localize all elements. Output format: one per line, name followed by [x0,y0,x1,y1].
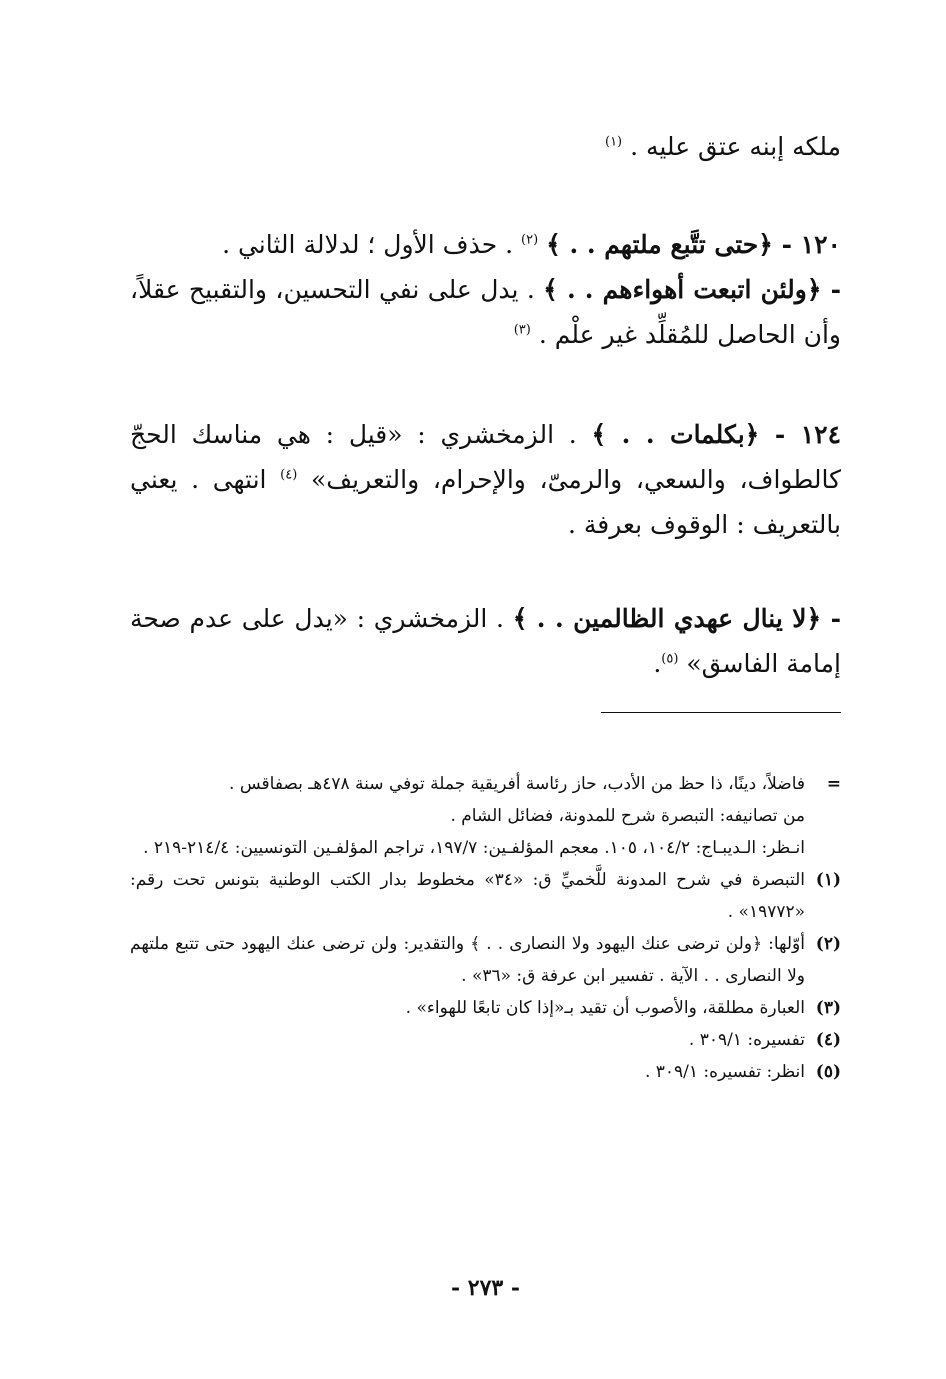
footnote-line: التبصرة في شرح المدونة للَّخميِّ ق: «٣٤» مخطوط بدار الكتب الوطنية بتونس تحت رقم: «١٩٧٧٢» . [130,870,805,922]
footnote-line: انـظر: الـديبـاج: ١٠٤/٢، ١٠٥. معجم المؤلفـين: ١٩٧/٧، تراجم المؤلفـين التونسيين: ٢١٤/٤-٢١٩ . [143,838,805,858]
footnote-mark: = [826,774,841,794]
paragraph-verse-124b [130,596,841,686]
footnote-ref: (٥) [661,651,679,667]
footnotes [130,768,841,1088]
footnote-body [130,1056,805,1088]
footnote-line: من تصانيفه: التبصرة شرح للمدونة، فضائل الشام . [450,806,805,826]
footnote-line: أوّلها: ﴿ولن ترضى عنك اليهود ولا النصارى . . ﴾ والتقدير: ولن ترضى عنك اليهود حتى تتبع ملتهم ولا النصارى . . الآية . تفسير ابن عرفة ق: «٣٦» . [130,934,805,986]
footnote-mark: (٣) [815,998,841,1018]
paragraph-verse-124 [130,412,841,547]
footnote-body [130,1024,805,1056]
paragraph-text: . يدل على نفي التحسين، والتقبيح عقلاً، وأن الحاصل للمُقلِّد غير علْم . [130,275,841,349]
paragraph-text: . حذف الأول ؛ لدلالة الثاني . [222,230,514,259]
footnote-line: فاضلاً، دينًا، ذا حظ من الأدب، حاز رئاسة أفريقية جملة توفي سنة ٤٧٨هـ بصفاقس . [229,774,805,794]
book-page [130,0,841,1379]
footnote-mark: (١) [815,870,841,890]
paragraph-verse-120 [130,222,841,357]
paragraph-text: ملكه إبنه عتق عليه . [630,132,841,161]
footnote-ref: (٤) [280,467,298,483]
footnote-separator [601,712,841,713]
paragraph-text: انتهى . يعني بالتعريف : الوقوف بعرفة . [130,465,841,539]
verse-quote: - ﴿ولئن اتبعت أهواءهم . . ﴾ [543,275,841,304]
footnote-body [130,864,805,928]
page-number: - ٢٧٣ - [450,1275,521,1301]
footnote-ref: (١) [604,134,623,150]
footnote-mark: (٥) [815,1062,841,1082]
paragraph-continuation [130,124,841,169]
verse-quote: - ﴿لا ينال عهدي الظالمين . . ﴾ [512,604,841,633]
footnote-mark: (٢) [815,934,841,954]
footnote-body [130,768,805,864]
footnote-line: تفسيره: ٣٠٩/١ . [688,1030,805,1050]
paragraph-text: . [653,649,662,678]
footnote-line: العبارة مطلقة، والأصوب أن تقيد بـ«إذا كان تابعًا للهواء» . [405,998,805,1018]
footnote-item [130,864,841,928]
footnote-body [130,992,805,1024]
verse-quote: ١٢٤ - ﴿بكلمات . . ﴾ [591,420,842,449]
verse-quote: ١٢٠ - ﴿حتى تتَّبع ملتهم . . ﴾ [546,230,841,259]
footnote-ref: (٢) [521,232,539,248]
footnote-item [130,768,841,864]
paragraph-text: . الزمخشري : «قيل : هي مناسك الحجّ كالطواف، والسعي، والرمىّ، والإحرام، والتعريف» [130,420,841,494]
paragraph-text: . الزمخشري : «يدل على عدم صحة إمامة الفاسق» [130,604,841,678]
footnote-item [130,992,841,1024]
footnote-mark: (٤) [815,1030,841,1050]
footnote-line: انظر: تفسيره: ٣٠٩/١ . [644,1062,805,1082]
footnote-item [130,1024,841,1056]
footnote-item [130,1056,841,1088]
footnote-ref: (٣) [513,322,531,338]
footnote-item [130,928,841,992]
footnote-body [130,928,805,992]
